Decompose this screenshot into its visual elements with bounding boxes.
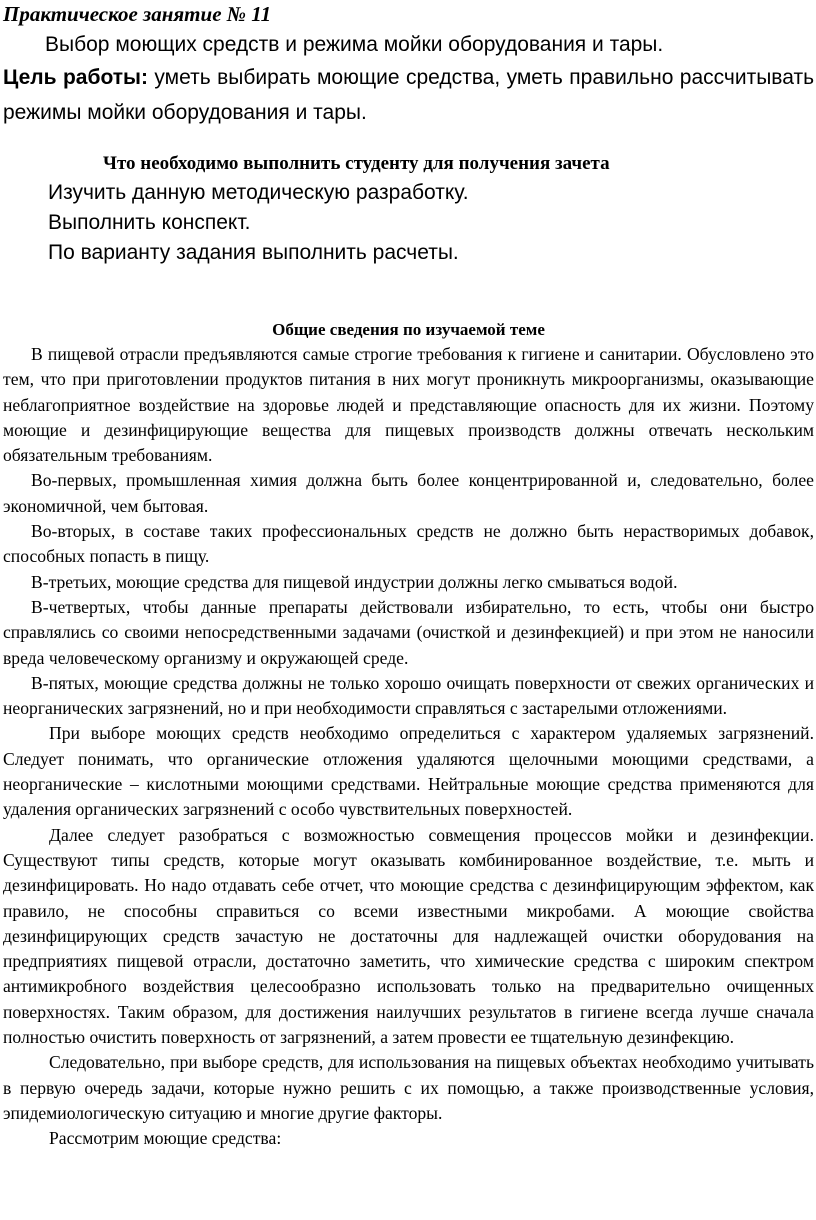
- paragraph: При выборе моющих средств необходимо определиться с характером удаляемых загрязнений. Следует понимать, что органические отложения удаляются щелочными моющими средствами, а неорганические – кислотными моющими средствами. Нейтральные моющие средства применяются для удаления органических загрязнений с особо чувствительных поверхностей.: [3, 723, 814, 820]
- paragraph: В-четвертых, чтобы данные препараты действовали избирательно, то есть, чтобы они быстро справлялись со своими непосредственными задачами (очисткой и дезинфекцией) и при этом не наносили вреда человеческому организму и окружающей среде.: [3, 596, 814, 668]
- lesson-goal: [3, 60, 814, 130]
- paragraph: В-третьих, моющие средства для пищевой индустрии должны легко смываться водой.: [31, 571, 678, 592]
- requirements-heading: Что необходимо выполнить студенту для получения зачета: [103, 153, 610, 174]
- requirement-item: Изучить данную методическую разработку.: [48, 181, 469, 204]
- paragraph: Во-вторых, в составе таких профессиональных средств не должно быть нерастворимых добавок, способных попасть в пищу.: [3, 521, 814, 567]
- paragraph: Рассмотрим моющие средства:: [49, 1128, 282, 1149]
- paragraph: Во-первых, промышленная химия должна быть более концентрированной и, следовательно, более экономичной, чем бытовая.: [3, 470, 814, 516]
- section-heading: Общие сведения по изучаемой теме: [272, 320, 545, 339]
- requirement-item: Выполнить конспект.: [48, 211, 251, 234]
- section-body: [3, 342, 814, 1152]
- goal-label: Цель работы:: [3, 66, 148, 89]
- document-title: Практическое занятие № 11: [3, 2, 272, 26]
- paragraph: Далее следует разобраться с возможностью совмещения процессов мойки и дезинфекции. Существуют типы средств, которые могут оказывать комбинированное воздействие, т.е. мыть и дезинфицировать. Но надо отдавать себе отчет, что моющие средства с дезинфицирующим эффектом, как правило, не способны справиться со всеми известными микробами. А моющие свойства дезинфицирующих средств зачастую не достаточны для надлежащей очистки оборудования на предприятиях пищевой отрасли, достаточно заметить, что химические средства с широким спектром антимикробного воздействия целесообразно использовать только на предварительно очищенных поверхностях. Таким образом, для достижения наилучших результатов в гигиене всегда лучше сначала полностью очистить поверхность от загрязнений, а затем провести ее тщательную дезинфекцию.: [3, 824, 814, 1048]
- paragraph: В-пятых, моющие средства должны не только хорошо очищать поверхности от свежих органических и неорганических загрязнений, но и при необходимости справляться с застарелыми отложениями.: [3, 672, 814, 719]
- paragraph: В пищевой отрасли предъявляются самые строгие требования к гигиене и санитарии. Обусловлено это тем, что при приготовлении продуктов питания в них могут проникнуть микроорганизмы, оказывающие неблагоприятное воздействие на здоровье людей и представляющие опасность для их жизни. Поэтому моющие и дезинфицирующие вещества для пищевых производств должны отвечать нескольким обязательным требованиям.: [3, 344, 814, 466]
- goal-text: уметь выбирать моющие средства, уметь правильно рассчитывать режимы мойки оборудования и тары.: [3, 66, 815, 124]
- lesson-subject: Выбор моющих средств и режима мойки оборудования и тары.: [45, 33, 664, 56]
- requirement-item: По варианту задания выполнить расчеты.: [48, 241, 459, 264]
- paragraph: Следовательно, при выборе средств, для использования на пищевых объектах необходимо учитывать в первую очередь задачи, которые нужно решить с их помощью, а также производственные условия, эпидемиологическую ситуацию и многие другие факторы.: [3, 1052, 814, 1123]
- requirements-list: [3, 178, 814, 268]
